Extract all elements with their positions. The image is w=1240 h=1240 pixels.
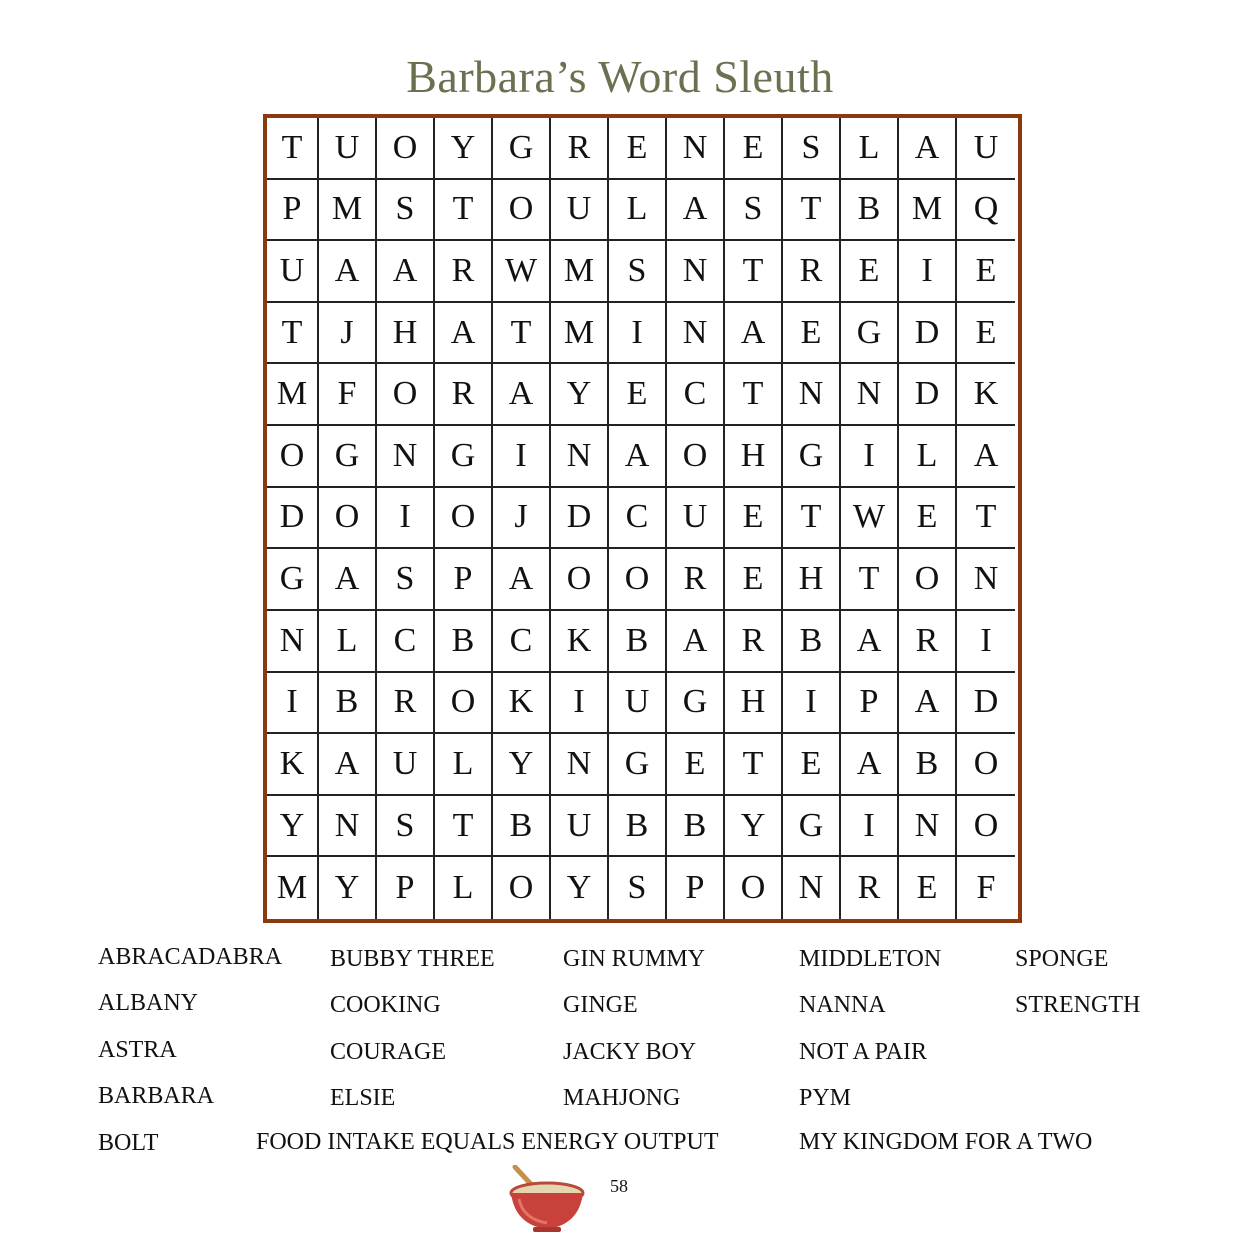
grid-cell: O	[957, 796, 1015, 858]
grid-cell: Y	[319, 857, 377, 919]
grid-cell: P	[267, 180, 319, 242]
grid-cell: T	[841, 549, 899, 611]
grid-cell: L	[435, 857, 493, 919]
grid-cell: G	[435, 426, 493, 488]
grid-cell: O	[725, 857, 783, 919]
grid-cell: G	[493, 118, 551, 180]
grid-cell: A	[493, 364, 551, 426]
grid-cell: P	[435, 549, 493, 611]
grid-cell: Y	[725, 796, 783, 858]
grid-cell: O	[667, 426, 725, 488]
grid-cell: K	[551, 611, 609, 673]
grid-cell: A	[841, 611, 899, 673]
grid-cell: B	[783, 611, 841, 673]
grid-cell: E	[667, 734, 725, 796]
grid-cell: E	[609, 364, 667, 426]
grid-cell: S	[725, 180, 783, 242]
grid-cell: U	[957, 118, 1015, 180]
grid-cell: N	[377, 426, 435, 488]
grid-cell: K	[267, 734, 319, 796]
grid-cell: G	[841, 303, 899, 365]
grid-cell: N	[783, 364, 841, 426]
grid-cell: I	[377, 488, 435, 550]
grid-cell: T	[435, 180, 493, 242]
grid-cell: U	[551, 180, 609, 242]
word-list-item: GINGE	[563, 992, 638, 1018]
word-list-item: COURAGE	[330, 1039, 447, 1065]
grid-cell: Y	[551, 857, 609, 919]
grid-cell: U	[377, 734, 435, 796]
grid-cell: E	[783, 734, 841, 796]
word-list-item: ELSIE	[330, 1085, 396, 1111]
grid-cell: G	[783, 796, 841, 858]
grid-cell: E	[725, 488, 783, 550]
grid-cell: N	[667, 241, 725, 303]
grid-cell: H	[783, 549, 841, 611]
grid-cell: Q	[957, 180, 1015, 242]
grid-cell: A	[841, 734, 899, 796]
grid-cell: S	[377, 180, 435, 242]
grid-cell: O	[899, 549, 957, 611]
grid-cell: I	[609, 303, 667, 365]
grid-cell: M	[319, 180, 377, 242]
grid-cell: S	[377, 796, 435, 858]
grid-cell: N	[667, 303, 725, 365]
grid-cell: C	[609, 488, 667, 550]
grid-cell: A	[667, 180, 725, 242]
page-number: 58	[610, 1176, 628, 1196]
grid-cell: G	[267, 549, 319, 611]
grid-cell: A	[667, 611, 725, 673]
grid-cell: L	[609, 180, 667, 242]
grid-cell: J	[319, 303, 377, 365]
word-list-item: ASTRA	[98, 1037, 177, 1063]
grid-cell: G	[667, 673, 725, 735]
grid-cell: R	[551, 118, 609, 180]
grid-cell: I	[841, 796, 899, 858]
grid-cell: D	[957, 673, 1015, 735]
grid-cell: T	[435, 796, 493, 858]
grid-cell: I	[783, 673, 841, 735]
grid-cell: M	[551, 303, 609, 365]
grid-cell: E	[899, 488, 957, 550]
word-list-item: MY KINGDOM FOR A TWO	[799, 1129, 1093, 1155]
grid-cell: H	[377, 303, 435, 365]
word-search-grid	[263, 114, 1022, 923]
grid-cell: E	[725, 118, 783, 180]
grid-cell: M	[267, 364, 319, 426]
word-list-item: BARBARA	[98, 1083, 215, 1109]
grid-cell: A	[725, 303, 783, 365]
grid-cell: D	[551, 488, 609, 550]
grid-cell: C	[377, 611, 435, 673]
grid-cell: Y	[267, 796, 319, 858]
grid-cell: R	[435, 241, 493, 303]
grid-cell: I	[551, 673, 609, 735]
grid-cell: U	[609, 673, 667, 735]
grid-cell: D	[899, 303, 957, 365]
grid-cell: O	[377, 118, 435, 180]
grid-cell: E	[957, 303, 1015, 365]
grid-cell: T	[725, 734, 783, 796]
grid-cell: A	[899, 118, 957, 180]
grid-cell: N	[957, 549, 1015, 611]
grid-cell: N	[551, 426, 609, 488]
grid-cell: Y	[435, 118, 493, 180]
grid-cell: L	[435, 734, 493, 796]
grid-cell: B	[609, 611, 667, 673]
grid-cell: G	[319, 426, 377, 488]
grid-cell: A	[319, 734, 377, 796]
grid-cell: S	[783, 118, 841, 180]
grid-cell: R	[841, 857, 899, 919]
word-list-item: ALBANY	[98, 990, 198, 1016]
grid-cell: C	[493, 611, 551, 673]
grid-cell: F	[976, 869, 996, 907]
grid-cell: S	[609, 241, 667, 303]
grid-cell: L	[899, 426, 957, 488]
grid-cell: D	[899, 364, 957, 426]
word-list-item: NANNA	[799, 992, 886, 1018]
grid-cell: N	[841, 364, 899, 426]
grid-cell: U	[319, 118, 377, 180]
word-list-item: BUBBY THREE	[330, 946, 495, 972]
grid-cell: U	[267, 241, 319, 303]
grid-cell: A	[319, 241, 377, 303]
grid-cell: T	[493, 303, 551, 365]
grid-cell: O	[609, 549, 667, 611]
grid-cell: I	[899, 241, 957, 303]
grid-cell: E	[957, 241, 1015, 303]
word-list-item: MIDDLETON	[799, 946, 942, 972]
grid-cell: H	[725, 426, 783, 488]
grid-cell: O	[435, 673, 493, 735]
grid-cell: I	[493, 426, 551, 488]
grid-cell: O	[551, 549, 609, 611]
grid-cell: O	[493, 857, 551, 919]
word-list-item: PYM	[799, 1085, 852, 1111]
grid-cell: B	[667, 796, 725, 858]
grid-cell: L	[319, 611, 377, 673]
page-title: Barbara’s Word Sleuth	[406, 51, 834, 102]
grid-cell: S	[377, 549, 435, 611]
grid-cell: N	[551, 734, 609, 796]
grid-cell: O	[493, 180, 551, 242]
grid-cell: I	[267, 673, 319, 735]
grid-cell: G	[783, 426, 841, 488]
grid-cell: A	[899, 673, 957, 735]
grid-cell: B	[899, 734, 957, 796]
grid-cell: O	[957, 734, 1015, 796]
grid-cell: T	[725, 241, 783, 303]
word-list-item: ABRACADABRA	[98, 944, 283, 970]
word-list-item: BOLT	[98, 1130, 159, 1156]
grid-cell: A	[609, 426, 667, 488]
grid-cell: O	[267, 426, 319, 488]
grid-cell: E	[899, 857, 957, 919]
word-list-item: STRENGTH	[1015, 992, 1141, 1018]
grid-cell: F	[319, 364, 377, 426]
word-list-item: COOKING	[330, 992, 441, 1018]
grid-cell: N	[783, 857, 841, 919]
grid-cell: E	[841, 241, 899, 303]
grid-cell: B	[493, 796, 551, 858]
grid-cell: B	[609, 796, 667, 858]
grid-cell: T	[957, 488, 1015, 550]
grid-cell: N	[267, 611, 319, 673]
grid-cell: O	[319, 488, 377, 550]
word-list-item: MAHJONG	[563, 1085, 681, 1111]
grid-cell: A	[319, 549, 377, 611]
grid-cell: H	[725, 673, 783, 735]
grid-cell: T	[725, 364, 783, 426]
grid-cell: T	[267, 118, 319, 180]
grid-cell: R	[377, 673, 435, 735]
word-list-item: NOT A PAIR	[799, 1039, 928, 1065]
grid-cell: G	[609, 734, 667, 796]
grid-cell: M	[551, 241, 609, 303]
grid-cell: D	[267, 488, 319, 550]
grid-cell: N	[899, 796, 957, 858]
grid-cell: T	[783, 488, 841, 550]
grid-cell: P	[377, 857, 435, 919]
grid-cell: E	[783, 303, 841, 365]
grid-cell: E	[725, 549, 783, 611]
grid-cell: N	[667, 118, 725, 180]
grid-cell: T	[783, 180, 841, 242]
grid-cell: R	[667, 549, 725, 611]
grid-cell: U	[551, 796, 609, 858]
grid-cell: A	[957, 426, 1015, 488]
grid-cell: Y	[493, 734, 551, 796]
grid-cell: T	[267, 303, 319, 365]
grid-cell: M	[267, 857, 319, 919]
grid-cell: U	[667, 488, 725, 550]
grid-cell: B	[319, 673, 377, 735]
grid-cell: L	[841, 118, 899, 180]
grid-cell: W	[841, 488, 899, 550]
grid-cell: R	[783, 241, 841, 303]
grid-cell: R	[435, 364, 493, 426]
grid-cell: O	[377, 364, 435, 426]
grid-cell: P	[841, 673, 899, 735]
grid-cell: M	[899, 180, 957, 242]
word-list-item: GIN RUMMY	[563, 946, 706, 972]
grid-cell: E	[609, 118, 667, 180]
grid-cell: P	[667, 857, 725, 919]
word-list-item: JACKY BOY	[563, 1039, 697, 1065]
word-list-item: SPONGE	[1015, 946, 1109, 972]
grid-cell: I	[957, 611, 1015, 673]
grid-cell: A	[435, 303, 493, 365]
grid-cell: I	[841, 426, 899, 488]
grid-cell: K	[493, 673, 551, 735]
grid-cell: K	[957, 364, 1015, 426]
grid-cell: A	[377, 241, 435, 303]
grid-cell: B	[841, 180, 899, 242]
grid-cell: S	[609, 857, 667, 919]
grid-cell: B	[435, 611, 493, 673]
grid-cell: W	[493, 241, 551, 303]
grid-cell: R	[899, 611, 957, 673]
grid-cell: O	[435, 488, 493, 550]
grid-cell: Y	[551, 364, 609, 426]
word-list-item: FOOD INTAKE EQUALS ENERGY OUTPUT	[256, 1129, 719, 1155]
grid-cell: A	[493, 549, 551, 611]
mixing-bowl-icon	[505, 1165, 590, 1235]
grid-cell: R	[725, 611, 783, 673]
grid-cell: C	[667, 364, 725, 426]
grid-cell: N	[319, 796, 377, 858]
grid-cell: J	[493, 488, 551, 550]
